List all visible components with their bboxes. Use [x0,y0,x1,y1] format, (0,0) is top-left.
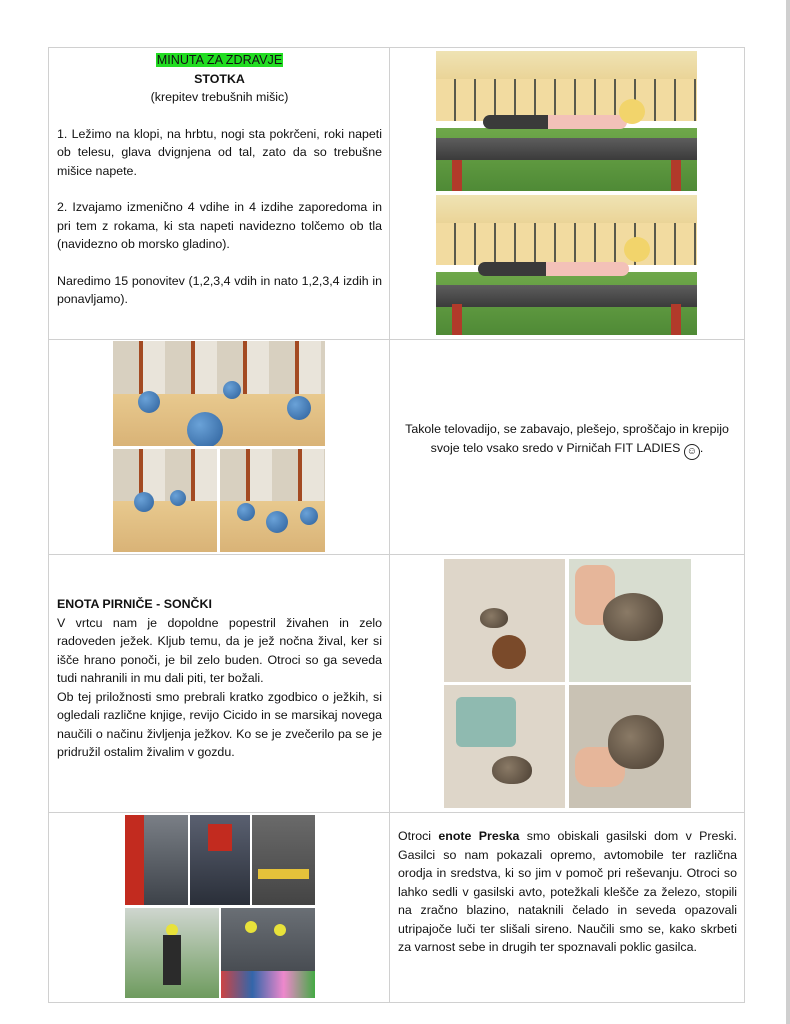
fire-photo-5 [221,908,315,998]
smiley-icon: ☺ [684,444,700,460]
hedgehog-photo-4 [569,685,691,808]
fit-ladies-period: . [699,440,704,455]
stotka-photos-cell [390,48,745,340]
exercise-photo-2 [436,195,697,335]
row-firefighters [49,813,745,1003]
row-stotka [49,48,745,340]
instruction-step-2: 2. Izvajamo izmenično 4 vdihe in 4 izdihe zaporedoma in pri tem z rokama, ki sta napeti navidezno tolčemo ob tla (navidezno ob morsko gladino). [57,200,382,251]
fit-ladies-text-cell [390,340,745,555]
hedgehog-paragraph-2: Ob tej priložnosti smo prebrali kratko zgodbico o ježkih, si ogledali različne knjige, revijo Cicido in se marsikaj novega naučili o načinu življenja ježkov. Ko se je zvečerilo pa se je pridružil ostalim živalim v gozdu. [57,689,382,759]
row-hedgehog [49,555,745,813]
page-edge [786,0,790,1024]
instruction-repetitions: Naredimo 15 ponovitev (1,2,3,4 vdih in nato 1,2,3,4 izdih in ponavljamo). [57,273,382,306]
exercise-subtitle: (krepitev trebušnih mišic) [150,90,289,104]
instruction-step-1: 1. Ležimo na klopi, na hrbtu, nogi sta pokrčeni, roki napeti ob telesu, glava dvignjena od tal, zato da so trebušne mišice napete. [57,126,382,178]
document-table [48,47,745,1003]
gym-photo-right [220,449,325,552]
firefighters-text-cell [390,813,745,1003]
hedgehog-paragraph-1: V vrtcu nam je dopoldne popestril živahen in zelo radoveden ježek. Kljub temu, da je jež nočna žival, ker si išče hrano ponoči, je bil zelo buden. Otroci so ga seveda tudi nahranili in mu dali piti, ter božali. [57,615,382,685]
exercise-photo-1 [436,51,697,191]
fire-photo-3 [252,815,315,905]
firefighters-text-pre: Otroci [398,829,439,843]
unit-title-pirnice: ENOTA PIRNIČE - SONČKI [57,597,212,611]
exercise-title: STOTKA [194,71,245,86]
fire-collage-cell [49,813,390,1003]
gym-photo-main [113,341,325,446]
hedgehog-photo-3 [444,685,565,808]
fire-photo-1 [125,815,188,905]
hedgehog-text-cell [49,555,390,813]
unit-name-preska: enote Preska [438,829,520,843]
gym-collage-cell [49,340,390,555]
fit-ladies-text: Takole telovadijo, se zabavajo, plešejo, sproščajo in krepijo svoje telo vsako sredo v Pirničah FIT LADIES [405,422,729,455]
stotka-text-cell [49,48,390,340]
hedgehog-photo-2 [569,559,691,682]
hedgehog-photos-cell [390,555,745,813]
gym-photo-left [113,449,217,552]
section-highlight: MINUTA ZA ZDRAVJE [156,53,283,67]
row-fit-ladies [49,340,745,555]
fire-photo-4 [125,908,219,998]
firefighters-text: smo obiskali gasilski dom v Preski. Gasilci so nam pokazali opremo, avtomobile ter različna orodja in sredstva, ki so jim v pomoč pri reševanju. Otroci so lahko sedli v gasilski avto, potežkali klešče za železo, stopili na zračno blazino, nataknili čelado in seveda opazovali utripajoče luči ter slišali sireno. Naučili smo se, kako skrbeti za varnost sebe in drugih ter spoznavali poklic gasilca. [398,829,737,954]
hedgehog-photo-1 [444,559,565,682]
fire-photo-2 [190,815,250,905]
